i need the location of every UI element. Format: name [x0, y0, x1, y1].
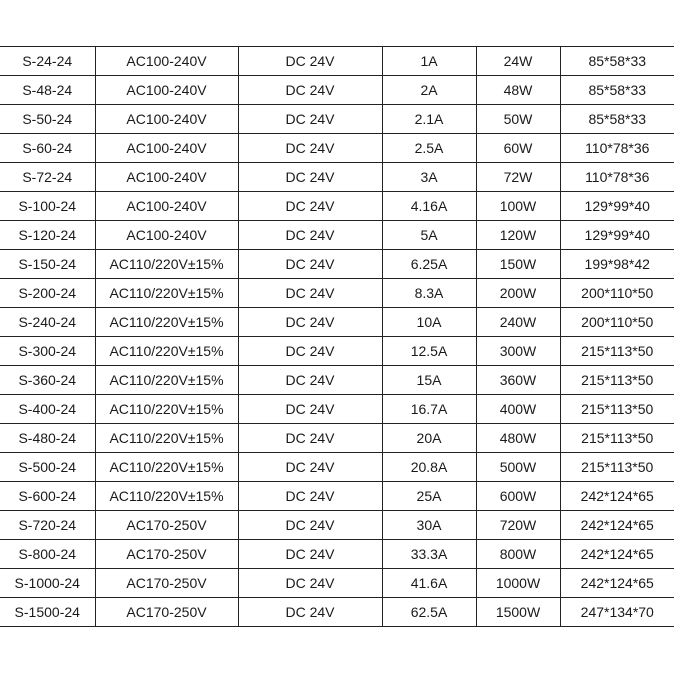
table-row [0, 76, 674, 105]
input-voltage-cell: AC110/220V±15% [95, 279, 238, 308]
model-cell: S-400-24 [0, 395, 95, 424]
dimensions-cell: 215*113*50 [560, 424, 674, 453]
power-cell: 48W [476, 76, 560, 105]
current-cell: 1A [382, 47, 476, 76]
current-cell: 41.6A [382, 569, 476, 598]
dimensions-cell: 200*110*50 [560, 308, 674, 337]
power-cell: 480W [476, 424, 560, 453]
output-voltage-cell: DC 24V [238, 279, 382, 308]
power-cell: 1500W [476, 598, 560, 627]
input-voltage-cell: AC100-240V [95, 221, 238, 250]
model-cell: S-50-24 [0, 105, 95, 134]
output-voltage-cell: DC 24V [238, 250, 382, 279]
table-row [0, 221, 674, 250]
power-cell: 500W [476, 453, 560, 482]
input-voltage-cell: AC110/220V±15% [95, 337, 238, 366]
input-voltage-cell: AC100-240V [95, 47, 238, 76]
current-cell: 3A [382, 163, 476, 192]
dimensions-cell: 85*58*33 [560, 47, 674, 76]
output-voltage-cell: DC 24V [238, 366, 382, 395]
current-cell: 2A [382, 76, 476, 105]
power-cell: 60W [476, 134, 560, 163]
dimensions-cell: 242*124*65 [560, 569, 674, 598]
output-voltage-cell: DC 24V [238, 511, 382, 540]
table-row [0, 163, 674, 192]
output-voltage-cell: DC 24V [238, 134, 382, 163]
output-voltage-cell: DC 24V [238, 395, 382, 424]
table-row [0, 540, 674, 569]
dimensions-cell: 85*58*33 [560, 76, 674, 105]
input-voltage-cell: AC170-250V [95, 511, 238, 540]
dimensions-cell: 215*113*50 [560, 366, 674, 395]
current-cell: 30A [382, 511, 476, 540]
power-cell: 72W [476, 163, 560, 192]
spec-table-body [0, 47, 674, 627]
output-voltage-cell: DC 24V [238, 221, 382, 250]
model-cell: S-200-24 [0, 279, 95, 308]
power-cell: 200W [476, 279, 560, 308]
table-row [0, 366, 674, 395]
power-cell: 240W [476, 308, 560, 337]
input-voltage-cell: AC100-240V [95, 134, 238, 163]
power-cell: 1000W [476, 569, 560, 598]
model-cell: S-1000-24 [0, 569, 95, 598]
input-voltage-cell: AC110/220V±15% [95, 424, 238, 453]
current-cell: 16.7A [382, 395, 476, 424]
model-cell: S-720-24 [0, 511, 95, 540]
input-voltage-cell: AC170-250V [95, 540, 238, 569]
output-voltage-cell: DC 24V [238, 424, 382, 453]
input-voltage-cell: AC110/220V±15% [95, 308, 238, 337]
table-row [0, 308, 674, 337]
table-row [0, 424, 674, 453]
power-cell: 360W [476, 366, 560, 395]
power-cell: 50W [476, 105, 560, 134]
model-cell: S-1500-24 [0, 598, 95, 627]
power-cell: 150W [476, 250, 560, 279]
current-cell: 10A [382, 308, 476, 337]
output-voltage-cell: DC 24V [238, 192, 382, 221]
power-cell: 300W [476, 337, 560, 366]
dimensions-cell: 242*124*65 [560, 511, 674, 540]
output-voltage-cell: DC 24V [238, 482, 382, 511]
dimensions-cell: 215*113*50 [560, 395, 674, 424]
input-voltage-cell: AC100-240V [95, 192, 238, 221]
current-cell: 2.1A [382, 105, 476, 134]
input-voltage-cell: AC110/220V±15% [95, 250, 238, 279]
dimensions-cell: 110*78*36 [560, 134, 674, 163]
output-voltage-cell: DC 24V [238, 105, 382, 134]
current-cell: 15A [382, 366, 476, 395]
table-row [0, 395, 674, 424]
dimensions-cell: 85*58*33 [560, 105, 674, 134]
table-row [0, 192, 674, 221]
spec-table [0, 46, 674, 627]
power-cell: 100W [476, 192, 560, 221]
model-cell: S-150-24 [0, 250, 95, 279]
power-cell: 400W [476, 395, 560, 424]
model-cell: S-60-24 [0, 134, 95, 163]
output-voltage-cell: DC 24V [238, 163, 382, 192]
power-cell: 720W [476, 511, 560, 540]
table-row [0, 279, 674, 308]
current-cell: 25A [382, 482, 476, 511]
current-cell: 20A [382, 424, 476, 453]
model-cell: S-360-24 [0, 366, 95, 395]
current-cell: 20.8A [382, 453, 476, 482]
power-cell: 24W [476, 47, 560, 76]
dimensions-cell: 129*99*40 [560, 221, 674, 250]
table-row [0, 453, 674, 482]
dimensions-cell: 199*98*42 [560, 250, 674, 279]
output-voltage-cell: DC 24V [238, 569, 382, 598]
current-cell: 8.3A [382, 279, 476, 308]
power-cell: 800W [476, 540, 560, 569]
input-voltage-cell: AC100-240V [95, 163, 238, 192]
input-voltage-cell: AC110/220V±15% [95, 482, 238, 511]
output-voltage-cell: DC 24V [238, 598, 382, 627]
table-row [0, 511, 674, 540]
input-voltage-cell: AC110/220V±15% [95, 453, 238, 482]
dimensions-cell: 215*113*50 [560, 453, 674, 482]
input-voltage-cell: AC170-250V [95, 598, 238, 627]
dimensions-cell: 129*99*40 [560, 192, 674, 221]
model-cell: S-120-24 [0, 221, 95, 250]
current-cell: 6.25A [382, 250, 476, 279]
model-cell: S-500-24 [0, 453, 95, 482]
dimensions-cell: 242*124*65 [560, 482, 674, 511]
current-cell: 62.5A [382, 598, 476, 627]
table-row [0, 134, 674, 163]
current-cell: 33.3A [382, 540, 476, 569]
model-cell: S-300-24 [0, 337, 95, 366]
output-voltage-cell: DC 24V [238, 337, 382, 366]
input-voltage-cell: AC110/220V±15% [95, 366, 238, 395]
output-voltage-cell: DC 24V [238, 308, 382, 337]
table-row [0, 569, 674, 598]
model-cell: S-600-24 [0, 482, 95, 511]
table-row [0, 337, 674, 366]
output-voltage-cell: DC 24V [238, 453, 382, 482]
model-cell: S-72-24 [0, 163, 95, 192]
dimensions-cell: 110*78*36 [560, 163, 674, 192]
table-row [0, 47, 674, 76]
current-cell: 2.5A [382, 134, 476, 163]
input-voltage-cell: AC100-240V [95, 105, 238, 134]
power-cell: 600W [476, 482, 560, 511]
model-cell: S-800-24 [0, 540, 95, 569]
table-row [0, 482, 674, 511]
dimensions-cell: 200*110*50 [560, 279, 674, 308]
table-row [0, 250, 674, 279]
model-cell: S-100-24 [0, 192, 95, 221]
model-cell: S-24-24 [0, 47, 95, 76]
table-row [0, 105, 674, 134]
current-cell: 4.16A [382, 192, 476, 221]
output-voltage-cell: DC 24V [238, 76, 382, 105]
input-voltage-cell: AC170-250V [95, 569, 238, 598]
output-voltage-cell: DC 24V [238, 540, 382, 569]
input-voltage-cell: AC110/220V±15% [95, 395, 238, 424]
table-row [0, 598, 674, 627]
model-cell: S-480-24 [0, 424, 95, 453]
dimensions-cell: 247*134*70 [560, 598, 674, 627]
input-voltage-cell: AC100-240V [95, 76, 238, 105]
current-cell: 5A [382, 221, 476, 250]
model-cell: S-48-24 [0, 76, 95, 105]
dimensions-cell: 215*113*50 [560, 337, 674, 366]
output-voltage-cell: DC 24V [238, 47, 382, 76]
current-cell: 12.5A [382, 337, 476, 366]
model-cell: S-240-24 [0, 308, 95, 337]
dimensions-cell: 242*124*65 [560, 540, 674, 569]
power-cell: 120W [476, 221, 560, 250]
